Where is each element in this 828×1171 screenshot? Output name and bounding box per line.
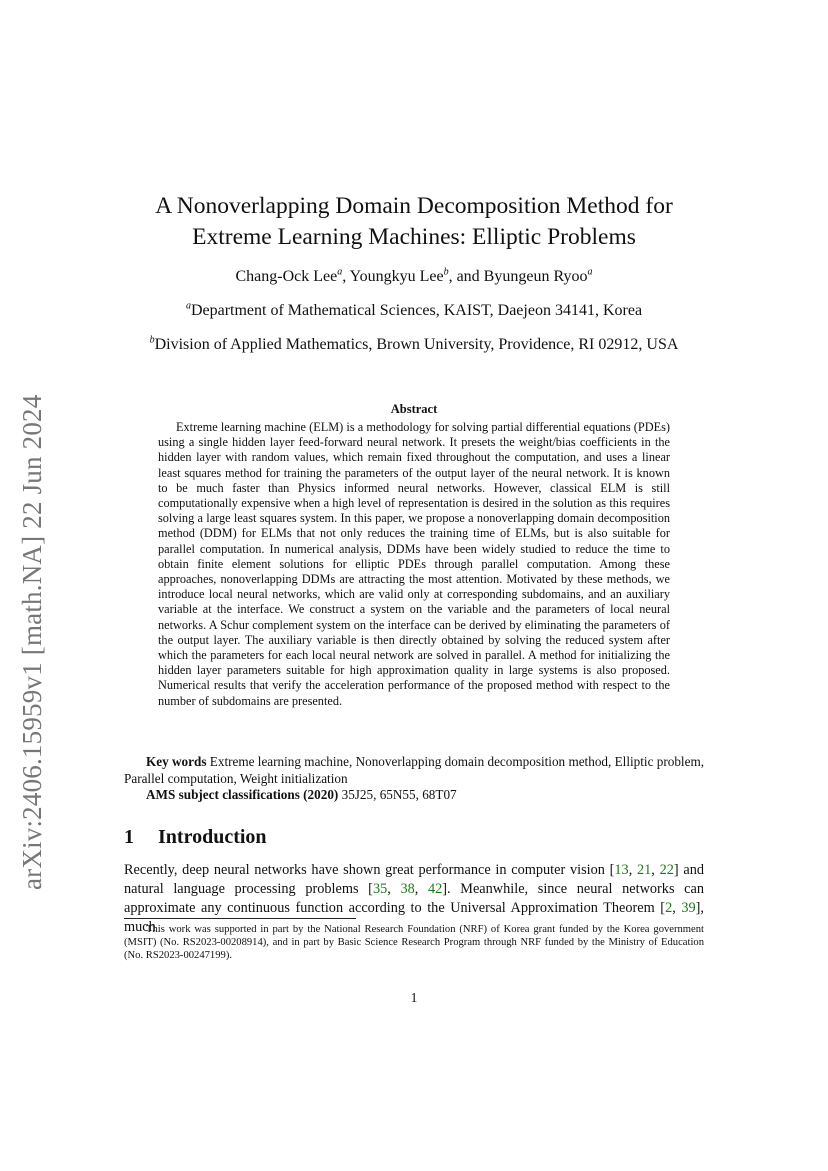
intro-text: ], much bbox=[124, 900, 704, 935]
arxiv-identifier: arXiv:2406.15959v1 [math.NA] 22 Jun 2024 bbox=[17, 394, 47, 890]
author-name: , Youngkyu Lee bbox=[342, 268, 444, 285]
author-affiliation-mark: a bbox=[337, 266, 343, 278]
keywords bbox=[124, 754, 704, 787]
citation-separator: , bbox=[387, 881, 401, 897]
citation-link[interactable]: 39 bbox=[681, 900, 696, 916]
section-heading bbox=[124, 826, 267, 849]
abstract-text: Extreme learning machine (ELM) is a methodology for solving partial differential equations (PDEs) using a single hidden layer feed-forward neural network. It presets the weight/bias coefficients in the hidden layer with random values, which remain fixed throughout the computation, and uses a linear least squares method for training the parameters of the output layer of the neural network. It is known to be much faster than Physics informed neural networks. However, classical ELM is still computationally expensive when a high level of representation is desired in the solution as this requires solving a large least squares system. In this paper, we propose a nonoverlapping domain decomposition method (DDM) for ELMs that not only reduces the training time of ELMs, but is also suitable for parallel computation. In numerical analysis, DDMs have been widely studied to reduce the time to obtain finite element solutions for elliptic PDEs through parallel computation. Among these approaches, nonoverlapping DDMs are attracting the most attention. Motivated by these methods, we introduce local neural networks, which are valid only at corresponding subdomains, and an auxiliary variable at the interface. We construct a system on the variable and the parameters of local neural networks. A Schur complement system on the interface can be derived by eliminating the parameters of the output layer. The auxiliary variable is then directly obtained by solving the reduced system after which the parameters for each local neural network are solved in parallel. A method for initializing the hidden layer parameters suitable for high approximation quality in large systems is also proposed. Numerical results that verify the acceleration performance of the proposed method with respect to the number of subdomains are presented. bbox=[158, 420, 670, 708]
page-number: 1 bbox=[410, 990, 418, 1005]
author-affiliation-mark: a bbox=[587, 266, 593, 278]
citation-separator: , bbox=[672, 900, 682, 916]
affiliation-mark: a bbox=[185, 300, 191, 312]
author-name: , and Byungeun Ryoo bbox=[448, 268, 588, 285]
author-name: Chang-Ock Lee bbox=[235, 268, 338, 285]
title-line-1: A Nonoverlapping Domain Decomposition Method for bbox=[155, 193, 673, 219]
citation-link[interactable]: 38 bbox=[400, 881, 415, 897]
intro-text: ]. Meanwhile, since neural networks can approximate any continuous function according to the Universal Approximation Theorem [ bbox=[124, 881, 704, 916]
paper-title bbox=[100, 191, 728, 253]
author-list bbox=[100, 268, 728, 286]
funding-footnote: This work was supported in part by the National Research Foundation (NRF) of Korea grant funded by the Korea government (MSIT) (No. RS2023-00208914), and in part by Basic Science Research Program through NRF funded by the Ministry of Education (No. RS2023-00247199). bbox=[124, 924, 704, 962]
section-number: 1 bbox=[124, 826, 134, 848]
affiliation-a bbox=[100, 302, 728, 320]
citation-link[interactable]: 2 bbox=[665, 900, 673, 916]
citation-link[interactable]: 13 bbox=[614, 862, 629, 878]
section-title: Introduction bbox=[158, 826, 267, 848]
ams-classification bbox=[146, 787, 706, 803]
affiliation-b bbox=[80, 336, 748, 354]
keywords-label: Key words bbox=[146, 754, 207, 769]
citation-link[interactable]: 35 bbox=[372, 881, 388, 897]
abstract-heading: Abstract bbox=[390, 402, 438, 416]
affiliation-text: Department of Mathematical Sciences, KAIST, Daejeon 34141, Korea bbox=[190, 302, 643, 319]
footnote-rule bbox=[124, 918, 356, 919]
keywords-text: Extreme learning machine, Nonoverlapping domain decomposition method, Elliptic problem, Parallel computation, Weight initialization bbox=[124, 754, 705, 786]
ams-label: AMS subject classifications (2020) bbox=[146, 787, 339, 802]
ams-codes: 35J25, 65N55, 68T07 bbox=[341, 787, 457, 802]
citation-link[interactable]: 21 bbox=[636, 862, 652, 878]
citation-separator: , bbox=[414, 881, 428, 897]
intro-text: ] and natural language processing problems [ bbox=[124, 862, 704, 897]
citation-separator: , bbox=[651, 862, 660, 878]
citation-link[interactable]: 22 bbox=[659, 862, 674, 878]
affiliation-text: Division of Applied Mathematics, Brown University, Providence, RI 02912, USA bbox=[154, 336, 679, 353]
author-affiliation-mark: b bbox=[443, 266, 449, 278]
affiliation-mark: b bbox=[149, 334, 155, 346]
citation-link[interactable]: 42 bbox=[427, 881, 443, 897]
citation-separator: , bbox=[628, 862, 637, 878]
intro-text: Recently, deep neural networks have shown great performance in computer vision [ bbox=[124, 862, 615, 878]
title-line-2: Extreme Learning Machines: Elliptic Problems bbox=[192, 224, 636, 250]
